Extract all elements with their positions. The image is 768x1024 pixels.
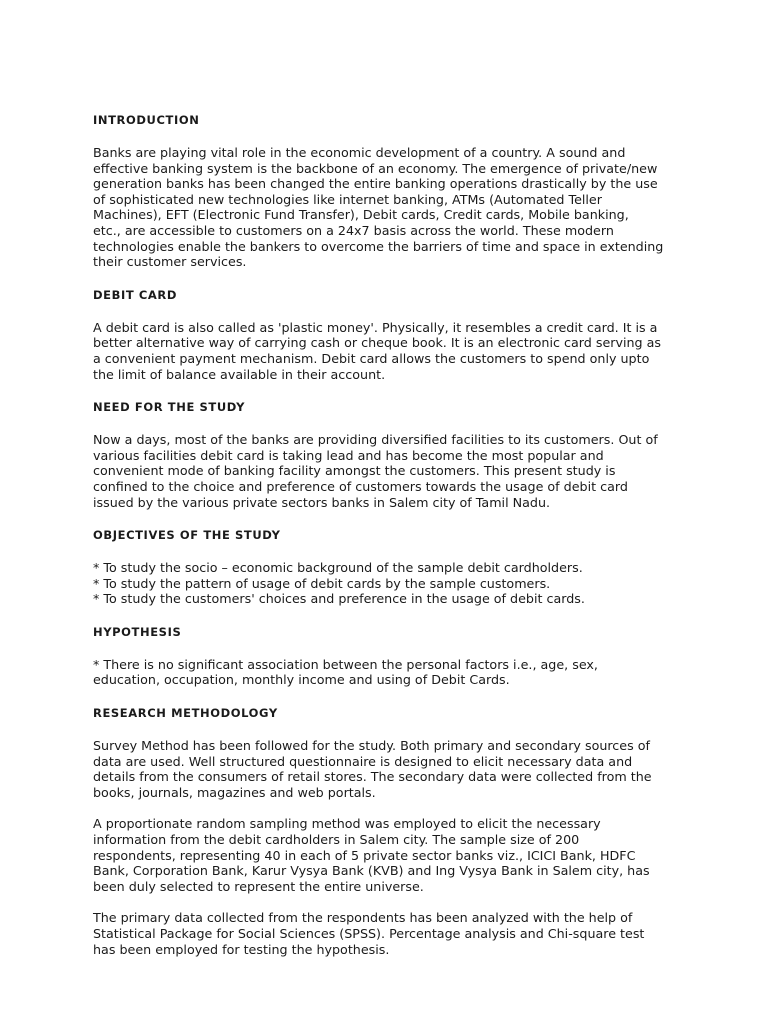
text-line: Bank, Corporation Bank, Karur Vysya Bank (KVB) and Ing Vysya Bank in Salem city, has [93, 863, 650, 879]
text-line: The primary data collected from the respondents has been analyzed with the help of [93, 910, 633, 926]
text-line: Now a days, most of the banks are providing diversified facilities to its customers. Out of [93, 432, 658, 448]
paragraph [93, 657, 685, 688]
text-line: of sophisticated new technologies like internet banking, ATMs (Automated Teller [93, 191, 602, 207]
text-line: etc., are accessible to customers on a 24x7 basis across the world. These modern [93, 222, 614, 238]
section-heading-research-methodology: RESEARCH METHODOLOGY [93, 706, 278, 721]
paragraph [93, 145, 685, 270]
text-line: * There is no significant association between the personal factors i.e., age, sex, [93, 656, 598, 672]
document-page [93, 112, 685, 974]
text-line: * To study the socio – economic background of the sample debit cardholders. [93, 560, 583, 576]
section-heading-debit-card: DEBIT CARD [93, 287, 178, 302]
text-line: Banks are playing vital role in the economic development of a country. A sound and [93, 145, 626, 160]
text-line: * To study the pattern of usage of debit cards by the sample customers. [93, 575, 551, 591]
text-line: books, journals, magazines and web portals. [93, 784, 376, 800]
section-heading-need-for-the-study: NEED FOR THE STUDY [93, 400, 246, 415]
paragraph [93, 910, 685, 957]
text-line: their customer services. [93, 254, 247, 270]
text-line: been duly selected to represent the entire universe. [93, 878, 424, 894]
text-line: A proportionate random sampling method was employed to elicit the necessary [93, 816, 601, 832]
text-line: education, occupation, monthly income and using of Debit Cards. [93, 672, 510, 688]
paragraph [93, 816, 685, 894]
text-line: has been employed for testing the hypothesis. [93, 941, 390, 957]
text-line: details from the consumers of retail stores. The secondary data were collected from the [93, 769, 652, 785]
text-line: issued by the various private sectors banks in Salem city of Tamil Nadu. [93, 494, 551, 510]
text-line: confined to the choice and preference of customers towards the usage of debit card [93, 478, 628, 494]
paragraph [93, 560, 685, 607]
text-line: Survey Method has been followed for the study. Both primary and secondary sources of [93, 738, 650, 754]
text-line: the limit of balance available in their account. [93, 366, 386, 382]
text-line: generation banks has been changed the entire banking operations drastically by the use [93, 176, 658, 192]
text-line: convenient mode of banking facility amongst the customers. This present study is [93, 463, 616, 479]
text-line: Statistical Package for Social Sciences (SPSS). Percentage analysis and Chi-square test [93, 926, 645, 941]
text-line: respondents, representing 40 in each of 5 private sector banks viz., ICICI Bank, HDFC [93, 847, 636, 863]
text-line: technologies enable the bankers to overcome the barriers of time and space in extending [93, 238, 664, 254]
text-line: * To study the customers' choices and preference in the usage of debit cards. [93, 591, 585, 607]
text-line: information from the debit cardholders in Salem city. The sample size of 200 [93, 832, 580, 848]
section-heading-introduction: INTRODUCTION [93, 113, 200, 127]
text-line: effective banking system is the backbone of an economy. The emergence of private/new [93, 160, 658, 176]
paragraph [93, 738, 685, 800]
section-heading-objectives-of-the-study: OBJECTIVES OF THE STUDY [93, 528, 281, 543]
text-line: Machines), EFT (Electronic Fund Transfer), Debit cards, Credit cards, Mobile banking, [93, 207, 629, 223]
section-heading-hypothesis: HYPOTHESIS [93, 624, 182, 639]
text-line: A debit card is also called as 'plastic money'. Physically, it resembles a credit card. It is a [93, 319, 658, 335]
paragraph [93, 320, 685, 382]
text-line: various facilities debit card is taking lead and has become the most popular and [93, 447, 604, 463]
text-line: data are used. Well structured questionnaire is designed to elicit necessary data and [93, 753, 633, 769]
text-line: a convenient payment mechanism. Debit card allows the customers to spend only upto [93, 350, 650, 366]
text-line: better alternative way of carrying cash or cheque book. It is an electronic card serving as [93, 335, 662, 351]
paragraph [93, 432, 685, 510]
